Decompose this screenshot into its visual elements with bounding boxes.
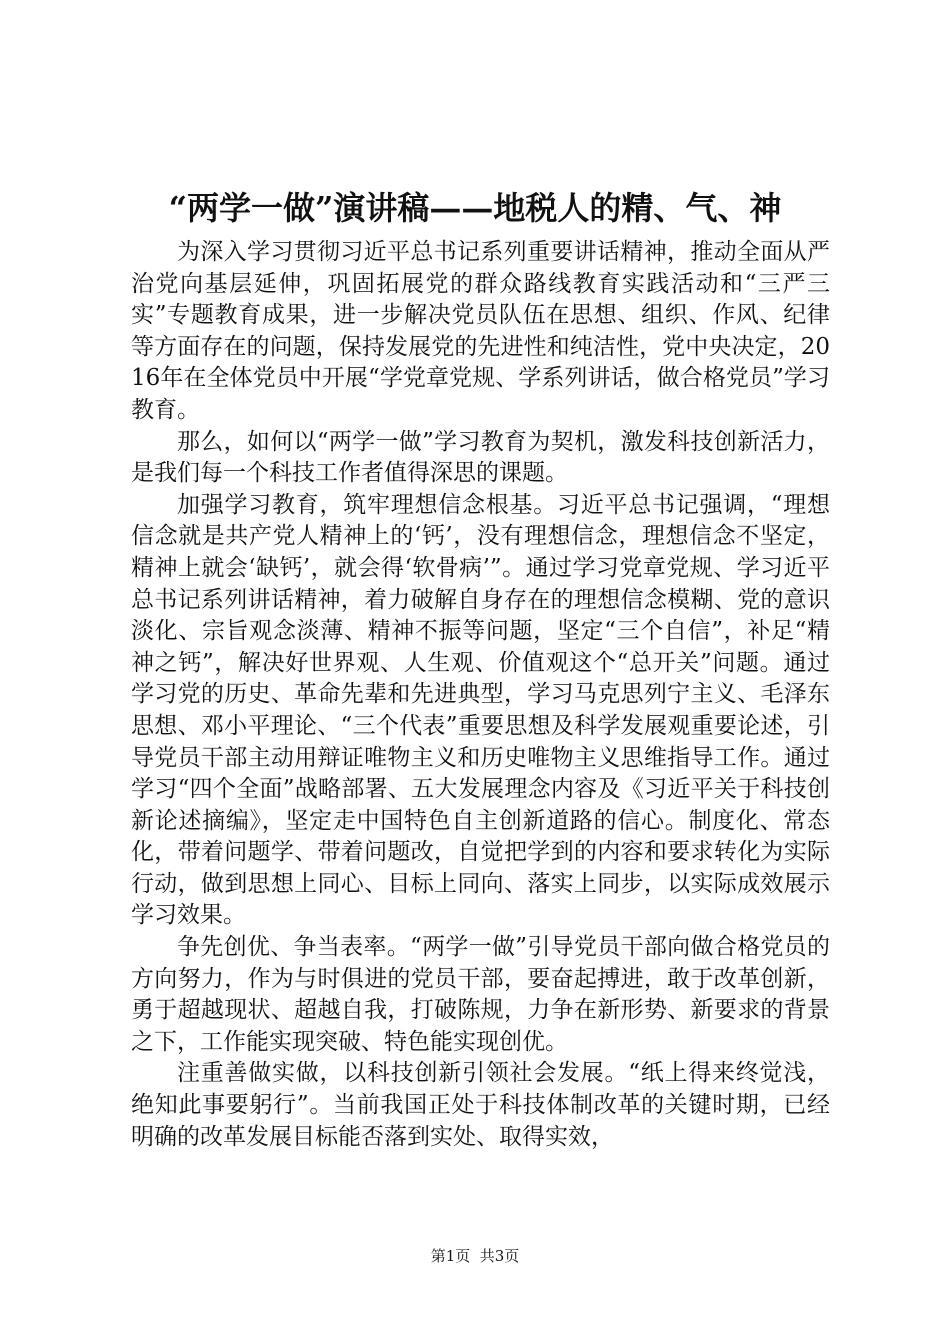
paragraph-4: 争先创优、争当表率。“两学一做”引导党员干部向做合格党员的方向努力，作为与时俱进的党员干部，要奋起搏进，敢于改革创新，勇于超越现状、超越自我，打破陈规，力争在新形势、新要求的背景之下，工作能实现突破、特色能实现创优。 [131, 934, 830, 1055]
paragraph-5: 注重善做实做，以科技创新引领社会发展。“纸上得来终觉浅，绝知此事要躬行”。当前我国正处于科技体制改革的关键时期，已经明确的改革发展目标能否落到实处、取得实效， [131, 1060, 830, 1150]
page-footer: 第1页 共3页 [430, 1247, 520, 1265]
paragraph-3: 加强学习教育，筑牢理想信念根基。习近平总书记强调，“理想信念就是共产党人精神上的‘钙’，没有理想信念，理想信念不坚定，精神上就会‘缺钙’，就会得‘软骨病’”。通过学习党章党规、学习近平总书记系列讲话精神，着力破解自身存在的理想信念模糊、党的意识淡化、宗旨观念淡薄、精神不振等问题，坚定“三个自信”，补足“精神之钙”，解决好世界观、人生观、价值观这个“总开关”问题。通过学习党的历史、革命先辈和先进典型，学习马克思列宁主义、毛泽东思想、邓小平理论、“三个代表”重要思想及科学发展观重要论述，引导党员干部主动用辩证唯物主义和历史唯物主义思维指导工作。通过学习“四个全面”战略部署、五大发展理念内容及《习近平关于科技创新论述摘编》，坚定走中国特色自主创新道路的信心。制度化、常态化，带着问题学、带着问题改，自觉把学到的内容和要求转化为实际行动，做到思想上同心、目标上同向、落实上同步，以实际成效展示学习效果。 [131, 491, 830, 929]
paragraph-1: 为深入学习贯彻习近平总书记系列重要讲话精神，推动全面从严治党向基层延伸，巩固拓展党的群众路线教育实践活动和“三严三实”专题教育成果，进一步解决党员队伍在思想、组织、作风、纪律等方面存在的问题，保持发展党的先进性和纯洁性，党中央决定，2016年在全体党员中开展“学党章党规、学系列讲话，做合格党员”学习教育。 [131, 239, 830, 423]
paragraph-2: 那么，如何以“两学一做”学习教育为契机，激发科技创新活力，是我们每一个科技工作者值得深思的课题。 [131, 428, 830, 487]
document-body [131, 237, 830, 1153]
document-title: “两学一做”演讲稿——地税人的精、气、神 [168, 189, 782, 227]
